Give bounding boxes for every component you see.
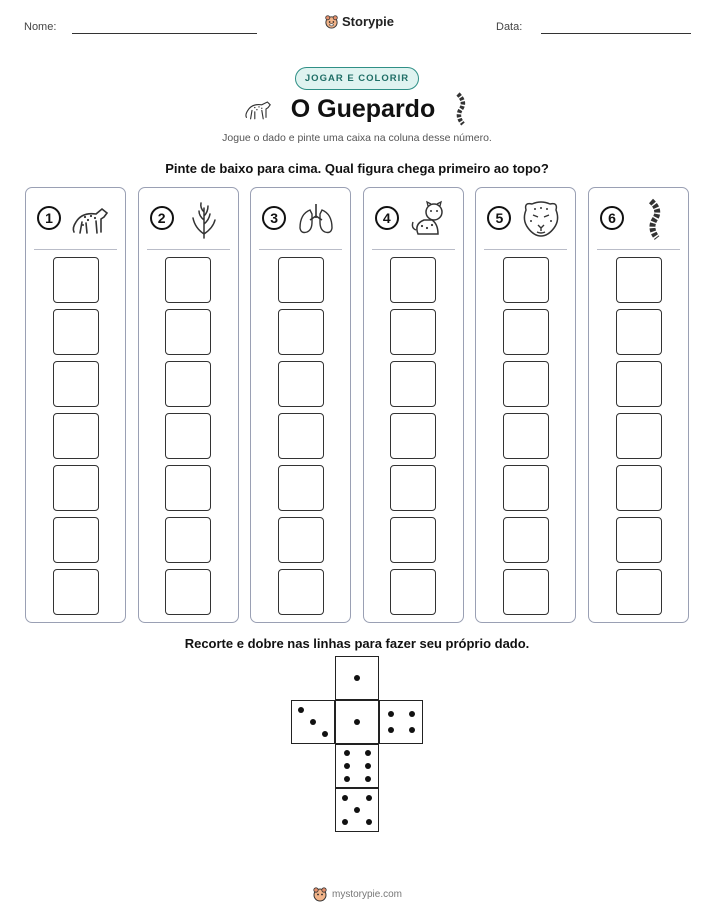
footer	[312, 886, 402, 902]
cheetah-icon	[70, 198, 112, 240]
color-box[interactable]	[165, 309, 211, 355]
brand-logo	[324, 14, 394, 29]
color-box[interactable]	[278, 465, 324, 511]
color-box[interactable]	[390, 569, 436, 615]
color-box[interactable]	[53, 309, 99, 355]
color-box[interactable]	[278, 309, 324, 355]
spine-icon	[633, 198, 675, 240]
dice-pip	[409, 727, 415, 733]
color-box[interactable]	[278, 361, 324, 407]
color-box[interactable]	[53, 465, 99, 511]
color-box[interactable]	[390, 257, 436, 303]
column-6	[588, 187, 689, 623]
column-divider	[372, 249, 455, 250]
dice-instruction: Recorte e dobre nas linhas para fazer seu próprio dado.	[184, 636, 530, 651]
color-box[interactable]	[503, 361, 549, 407]
dice-pip	[344, 776, 350, 782]
column-divider	[34, 249, 117, 250]
color-box[interactable]	[616, 257, 662, 303]
page-title: O Guepardo	[290, 94, 436, 123]
column-number: 5	[487, 206, 511, 230]
subtitle: Jogue o dado e pinte uma caixa na coluna desse número.	[222, 132, 492, 144]
color-box[interactable]	[165, 257, 211, 303]
spine-icon	[453, 92, 469, 126]
date-label: Data:	[496, 21, 523, 33]
color-box[interactable]	[503, 257, 549, 303]
color-box[interactable]	[390, 309, 436, 355]
color-box[interactable]	[390, 517, 436, 563]
lungs-icon	[295, 198, 337, 240]
dice-pip	[366, 795, 372, 801]
dice-pip	[365, 763, 371, 769]
dice-face-1	[335, 656, 379, 700]
column-number: 2	[150, 206, 174, 230]
dice-face-6	[335, 744, 379, 788]
column-3	[250, 187, 351, 623]
color-box[interactable]	[616, 465, 662, 511]
column-2	[138, 187, 239, 623]
dice-pip	[354, 807, 360, 813]
cheetah-cub-icon	[408, 198, 450, 240]
color-box[interactable]	[53, 413, 99, 459]
color-box[interactable]	[165, 361, 211, 407]
dice-pip	[354, 675, 360, 681]
color-box[interactable]	[278, 257, 324, 303]
dice-face-5	[335, 788, 379, 832]
color-box[interactable]	[53, 569, 99, 615]
footer-url[interactable]: mystorypie.com	[331, 888, 402, 900]
dice-pip	[344, 750, 350, 756]
color-box[interactable]	[616, 413, 662, 459]
storypie-mascot-icon	[324, 14, 339, 29]
column-5	[475, 187, 576, 623]
storypie-mascot-icon	[312, 886, 328, 902]
dice-pip	[322, 731, 328, 737]
dice-face-3	[291, 700, 335, 744]
dice-pip	[388, 727, 394, 733]
color-box[interactable]	[503, 465, 549, 511]
dice-pip	[310, 719, 316, 725]
name-label: Nome:	[24, 21, 57, 33]
dice-pip	[344, 763, 350, 769]
dice-pip	[388, 711, 394, 717]
color-box[interactable]	[390, 361, 436, 407]
color-box[interactable]	[503, 413, 549, 459]
color-box[interactable]	[390, 413, 436, 459]
color-box[interactable]	[53, 257, 99, 303]
dice-face-4	[379, 700, 423, 744]
name-line[interactable]	[72, 33, 257, 34]
color-box[interactable]	[616, 361, 662, 407]
dice-pip	[298, 707, 304, 713]
color-box[interactable]	[503, 517, 549, 563]
dice-pip	[342, 819, 348, 825]
column-divider	[484, 249, 567, 250]
column-divider	[259, 249, 342, 250]
color-box[interactable]	[53, 361, 99, 407]
column-number: 4	[375, 206, 399, 230]
color-box[interactable]	[390, 465, 436, 511]
activity-badge: JOGAR E COLORIR	[295, 67, 419, 90]
dice-pip	[366, 819, 372, 825]
dice-pip	[409, 711, 415, 717]
brand-name: Storypie	[342, 14, 395, 29]
dice-pip	[342, 795, 348, 801]
color-box[interactable]	[278, 413, 324, 459]
color-box[interactable]	[53, 517, 99, 563]
color-box[interactable]	[278, 517, 324, 563]
column-number: 3	[262, 206, 286, 230]
color-box[interactable]	[503, 309, 549, 355]
dice-pip	[365, 776, 371, 782]
coloring-instruction: Pinte de baixo para cima. Qual figura chega primeiro ao topo?	[165, 161, 549, 176]
dice-pip	[354, 719, 360, 725]
dice-face-1	[335, 700, 379, 744]
color-box[interactable]	[616, 517, 662, 563]
cheetah-icon	[245, 96, 273, 122]
column-number: 1	[37, 206, 61, 230]
color-box[interactable]	[503, 569, 549, 615]
date-line[interactable]	[541, 33, 691, 34]
color-box[interactable]	[616, 569, 662, 615]
dice-pip	[365, 750, 371, 756]
column-4	[363, 187, 464, 623]
column-1	[25, 187, 126, 623]
color-box[interactable]	[165, 569, 211, 615]
color-box[interactable]	[616, 309, 662, 355]
column-divider	[597, 249, 680, 250]
color-box[interactable]	[165, 517, 211, 563]
column-divider	[147, 249, 230, 250]
color-box[interactable]	[165, 413, 211, 459]
cheetah-face-icon	[520, 198, 562, 240]
grass-icon	[183, 198, 225, 240]
column-number: 6	[600, 206, 624, 230]
color-box[interactable]	[165, 465, 211, 511]
color-box[interactable]	[278, 569, 324, 615]
